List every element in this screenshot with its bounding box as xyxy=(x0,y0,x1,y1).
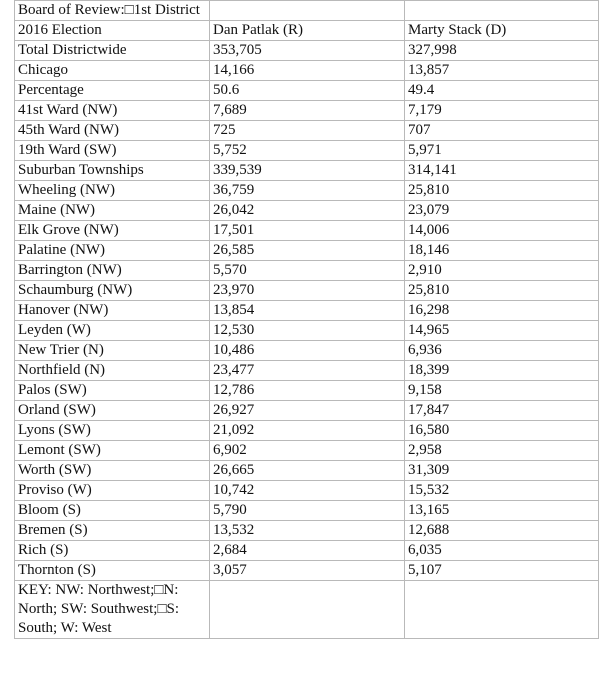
patlak-votes: 5,790 xyxy=(210,501,405,521)
table-row xyxy=(15,121,599,141)
stack-votes: 49.4 xyxy=(405,81,599,101)
stack-votes: 18,399 xyxy=(405,361,599,381)
table-row xyxy=(15,61,599,81)
table-row xyxy=(15,461,599,481)
stack-votes: 2,958 xyxy=(405,441,599,461)
table-row xyxy=(15,181,599,201)
title-row xyxy=(15,1,599,21)
stack-votes: 16,580 xyxy=(405,421,599,441)
patlak-votes: 12,786 xyxy=(210,381,405,401)
table-row xyxy=(15,401,599,421)
patlak-votes: 725 xyxy=(210,121,405,141)
patlak-votes: 23,477 xyxy=(210,361,405,381)
row-label: Lyons (SW) xyxy=(15,421,210,441)
stack-votes: 18,146 xyxy=(405,241,599,261)
stack-votes: 13,165 xyxy=(405,501,599,521)
table-row xyxy=(15,441,599,461)
row-label: Hanover (NW) xyxy=(15,301,210,321)
header-row xyxy=(15,21,599,41)
stack-votes: 25,810 xyxy=(405,181,599,201)
table-row xyxy=(15,141,599,161)
stack-votes: 13,857 xyxy=(405,61,599,81)
row-label: 19th Ward (SW) xyxy=(15,141,210,161)
row-label: 45th Ward (NW) xyxy=(15,121,210,141)
table-row xyxy=(15,261,599,281)
patlak-votes: 26,665 xyxy=(210,461,405,481)
table-row xyxy=(15,361,599,381)
patlak-votes: 7,689 xyxy=(210,101,405,121)
patlak-votes: 5,752 xyxy=(210,141,405,161)
row-label: Bloom (S) xyxy=(15,501,210,521)
row-label: Lemont (SW) xyxy=(15,441,210,461)
key-row xyxy=(15,581,599,639)
table-row xyxy=(15,521,599,541)
table-row xyxy=(15,421,599,441)
patlak-votes: 12,530 xyxy=(210,321,405,341)
patlak-votes: 17,501 xyxy=(210,221,405,241)
patlak-votes: 26,927 xyxy=(210,401,405,421)
table-title: Board of Review:□1st District xyxy=(15,1,210,21)
row-label: Suburban Townships xyxy=(15,161,210,181)
patlak-votes: 13,532 xyxy=(210,521,405,541)
table-row xyxy=(15,281,599,301)
patlak-votes: 50.6 xyxy=(210,81,405,101)
table-row xyxy=(15,321,599,341)
stack-votes: 12,688 xyxy=(405,521,599,541)
table-row xyxy=(15,81,599,101)
row-label: 41st Ward (NW) xyxy=(15,101,210,121)
patlak-votes: 21,092 xyxy=(210,421,405,441)
patlak-votes: 10,742 xyxy=(210,481,405,501)
stack-votes: 14,965 xyxy=(405,321,599,341)
stack-votes: 707 xyxy=(405,121,599,141)
stack-votes: 14,006 xyxy=(405,221,599,241)
row-label: Thornton (S) xyxy=(15,561,210,581)
row-label: Rich (S) xyxy=(15,541,210,561)
row-label: Maine (NW) xyxy=(15,201,210,221)
row-label: Total Districtwide xyxy=(15,41,210,61)
row-label: Orland (SW) xyxy=(15,401,210,421)
stack-votes: 7,179 xyxy=(405,101,599,121)
stack-votes: 314,141 xyxy=(405,161,599,181)
row-label: New Trier (N) xyxy=(15,341,210,361)
stack-votes: 16,298 xyxy=(405,301,599,321)
header-candidate-d: Marty Stack (D) xyxy=(405,21,599,41)
row-label: Wheeling (NW) xyxy=(15,181,210,201)
table-row xyxy=(15,301,599,321)
legend-key: KEY: NW: Northwest;□N: North; SW: Southwest;□S: South; W: West xyxy=(15,581,210,639)
patlak-votes: 23,970 xyxy=(210,281,405,301)
key-empty-cell xyxy=(210,581,405,639)
table-row xyxy=(15,561,599,581)
patlak-votes: 26,585 xyxy=(210,241,405,261)
patlak-votes: 36,759 xyxy=(210,181,405,201)
stack-votes: 25,810 xyxy=(405,281,599,301)
table-row xyxy=(15,241,599,261)
row-label: Percentage xyxy=(15,81,210,101)
header-election: 2016 Election xyxy=(15,21,210,41)
row-label: Palatine (NW) xyxy=(15,241,210,261)
header-candidate-r: Dan Patlak (R) xyxy=(210,21,405,41)
stack-votes: 17,847 xyxy=(405,401,599,421)
stack-votes: 23,079 xyxy=(405,201,599,221)
table-row xyxy=(15,501,599,521)
row-label: Proviso (W) xyxy=(15,481,210,501)
patlak-votes: 353,705 xyxy=(210,41,405,61)
stack-votes: 6,035 xyxy=(405,541,599,561)
patlak-votes: 339,539 xyxy=(210,161,405,181)
table-row xyxy=(15,481,599,501)
stack-votes: 15,532 xyxy=(405,481,599,501)
table-row xyxy=(15,381,599,401)
row-label: Elk Grove (NW) xyxy=(15,221,210,241)
election-results-table xyxy=(14,0,599,639)
row-label: Chicago xyxy=(15,61,210,81)
stack-votes: 9,158 xyxy=(405,381,599,401)
patlak-votes: 10,486 xyxy=(210,341,405,361)
table-row xyxy=(15,341,599,361)
patlak-votes: 6,902 xyxy=(210,441,405,461)
row-label: Barrington (NW) xyxy=(15,261,210,281)
stack-votes: 31,309 xyxy=(405,461,599,481)
table-row xyxy=(15,221,599,241)
table-row xyxy=(15,161,599,181)
patlak-votes: 13,854 xyxy=(210,301,405,321)
stack-votes: 6,936 xyxy=(405,341,599,361)
title-empty-cell xyxy=(405,1,599,21)
table-row xyxy=(15,41,599,61)
row-label: Schaumburg (NW) xyxy=(15,281,210,301)
stack-votes: 5,971 xyxy=(405,141,599,161)
row-label: Leyden (W) xyxy=(15,321,210,341)
row-label: Northfield (N) xyxy=(15,361,210,381)
row-label: Worth (SW) xyxy=(15,461,210,481)
title-empty-cell xyxy=(210,1,405,21)
patlak-votes: 3,057 xyxy=(210,561,405,581)
table-row xyxy=(15,201,599,221)
stack-votes: 2,910 xyxy=(405,261,599,281)
row-label: Palos (SW) xyxy=(15,381,210,401)
table-row xyxy=(15,541,599,561)
key-empty-cell xyxy=(405,581,599,639)
stack-votes: 327,998 xyxy=(405,41,599,61)
patlak-votes: 26,042 xyxy=(210,201,405,221)
patlak-votes: 5,570 xyxy=(210,261,405,281)
stack-votes: 5,107 xyxy=(405,561,599,581)
row-label: Bremen (S) xyxy=(15,521,210,541)
table-row xyxy=(15,101,599,121)
patlak-votes: 2,684 xyxy=(210,541,405,561)
patlak-votes: 14,166 xyxy=(210,61,405,81)
